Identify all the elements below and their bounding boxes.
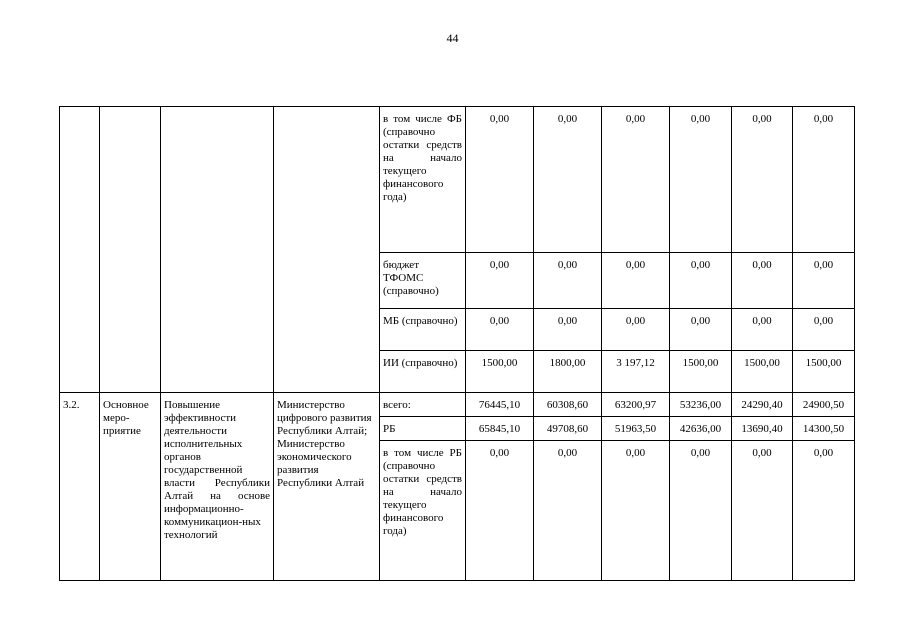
value-cell: 0,00 (534, 441, 602, 581)
funding-source: всего: (380, 393, 466, 417)
activity-name: Повышение эффективности деятельности исполнительных органов государственной власти Республики Алтай на основе информационно-коммуникацион-ных технологий (161, 393, 274, 581)
value-cell: 65845,10 (466, 417, 534, 441)
value-cell: 0,00 (602, 309, 670, 351)
value-cell: 0,00 (670, 441, 732, 581)
value-cell: 42636,00 (670, 417, 732, 441)
executor-cell-empty (274, 107, 380, 393)
value-cell: 63200,97 (602, 393, 670, 417)
value-cell: 1500,00 (466, 351, 534, 393)
activity-executor: Министерство цифрового развития Республики Алтай; Министерство экономического развития Республики Алтай (274, 393, 380, 581)
value-cell: 0,00 (670, 309, 732, 351)
budget-table (59, 106, 855, 581)
table-row (60, 107, 855, 253)
value-cell: 14300,50 (793, 417, 855, 441)
value-cell: 53236,00 (670, 393, 732, 417)
value-cell: 0,00 (793, 309, 855, 351)
value-cell: 0,00 (732, 309, 793, 351)
value-cell: 0,00 (534, 253, 602, 309)
value-cell: 0,00 (793, 441, 855, 581)
value-cell: 0,00 (466, 441, 534, 581)
value-cell: 0,00 (732, 107, 793, 253)
value-cell: 0,00 (602, 107, 670, 253)
funding-source: РБ (380, 417, 466, 441)
value-cell: 0,00 (732, 441, 793, 581)
name-cell-empty (161, 107, 274, 393)
value-cell: 24900,50 (793, 393, 855, 417)
value-cell: 24290,40 (732, 393, 793, 417)
type-cell-empty (100, 107, 161, 393)
value-cell: 0,00 (732, 253, 793, 309)
value-cell: 0,00 (670, 107, 732, 253)
value-cell: 0,00 (466, 309, 534, 351)
value-cell: 0,00 (534, 107, 602, 253)
value-cell: 51963,50 (602, 417, 670, 441)
value-cell: 60308,60 (534, 393, 602, 417)
value-cell: 76445,10 (466, 393, 534, 417)
value-cell: 0,00 (466, 253, 534, 309)
value-cell: 0,00 (793, 253, 855, 309)
value-cell: 1500,00 (670, 351, 732, 393)
value-cell: 1800,00 (534, 351, 602, 393)
funding-source: в том числе ФБ (справочно остатки средств на начало текущего финансового года) (380, 107, 466, 253)
funding-source: МБ (справочно) (380, 309, 466, 351)
value-cell: 1500,00 (732, 351, 793, 393)
value-cell: 0,00 (534, 309, 602, 351)
page-number: 44 (446, 31, 459, 45)
activity-type: Основное меро-приятие (100, 393, 161, 581)
number-cell-empty (60, 107, 100, 393)
value-cell: 0,00 (602, 441, 670, 581)
funding-source: ИИ (справочно) (380, 351, 466, 393)
activity-number: 3.2. (60, 393, 100, 581)
value-cell: 0,00 (466, 107, 534, 253)
value-cell: 3 197,12 (602, 351, 670, 393)
value-cell: 13690,40 (732, 417, 793, 441)
funding-source: бюджет ТФОМС (справочно) (380, 253, 466, 309)
value-cell: 0,00 (793, 107, 855, 253)
value-cell: 49708,60 (534, 417, 602, 441)
value-cell: 0,00 (602, 253, 670, 309)
funding-source: в том числе РБ (справочно остатки средств на начало текущего финансового года) (380, 441, 466, 581)
table-row (60, 393, 855, 417)
value-cell: 0,00 (670, 253, 732, 309)
value-cell: 1500,00 (793, 351, 855, 393)
